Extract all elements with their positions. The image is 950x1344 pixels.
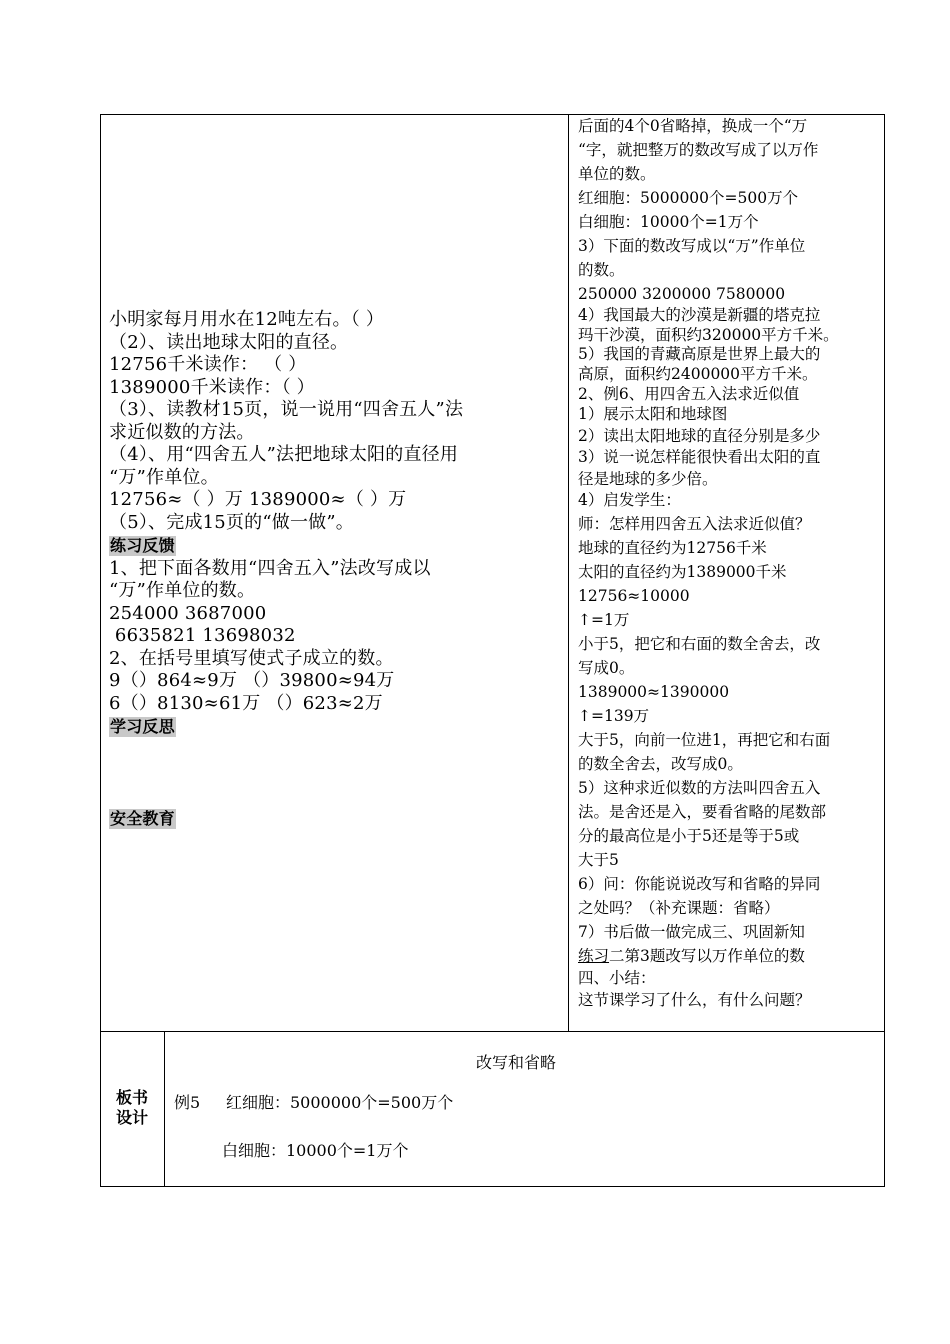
text-line: 1389000千米读作：（ ） — [109, 376, 315, 398]
board-title: 改写和省略 — [476, 1053, 557, 1072]
text-line: 白细胞：10000个=1万个 — [578, 213, 759, 231]
text-line: 12756≈（ ）万 1389000≈（ ）万 — [109, 489, 407, 510]
board-label-line: 设计 — [115, 1108, 148, 1127]
text-line: 2、在括号里填写使式子成立的数。 — [109, 647, 394, 669]
text-line: 径是地球的多少倍。 — [578, 469, 718, 488]
text-line: 地球的直径约为12756千米 — [578, 538, 767, 557]
right-column — [578, 114, 880, 1012]
table-bottom-border — [100, 1186, 885, 1187]
text-line: 5）我国的青藏高原是世界上最大的 — [578, 345, 821, 363]
text-line: 太阳的直径约为1389000千米 — [578, 562, 787, 581]
text-line: 5）这种求近似数的方法叫四舍五入 — [578, 778, 821, 797]
text-line: 写成0。 — [578, 658, 635, 677]
text-line: 254000 3687000 — [109, 602, 267, 624]
reflection-heading: 学习反思 — [110, 717, 175, 736]
text-line: 9（）864≈9万 （）39800≈94万 — [109, 670, 395, 691]
text-line: （4）、用“四舍五人”法把地球太阳的直径用 — [109, 444, 459, 465]
text-line: 单位的数。 — [578, 165, 656, 183]
text-line: 小于5，把它和右面的数全舍去，改 — [578, 634, 821, 653]
text-line: 12756千米读作： （ ） — [109, 354, 307, 375]
board-example-label: 例5 — [174, 1093, 201, 1112]
text-line: 7）书后做一做完成三、巩固新知 — [578, 922, 805, 941]
text-line: 1389000≈1390000 — [578, 682, 730, 701]
text-line: 12756≈10000 — [578, 586, 690, 605]
text-line: “万”作单位。 — [109, 466, 219, 488]
text-line: 求近似数的方法。 — [109, 421, 255, 443]
text-line: （3）、读教材15页，说一说用“四舍五人”法 — [109, 399, 464, 420]
text-line: 的数。 — [578, 261, 625, 279]
text-line: 法。是舍还是入，要看省略的尾数部 — [578, 802, 827, 821]
text-line: 红细胞：5000000个=500万个 — [578, 189, 799, 207]
text-line: 4）我国最大的沙漠是新疆的塔克拉 — [578, 306, 821, 324]
text-line: 四、小结： — [578, 968, 656, 987]
board-row: 白细胞：10000个=1万个 — [222, 1141, 409, 1160]
text-line: 3）说一说怎样能很快看出太阳的直 — [578, 448, 821, 466]
text-line: （2）、读出地球太阳的直径。 — [109, 331, 349, 353]
practice-heading: 练习反馈 — [110, 536, 175, 555]
safety-heading: 安全教育 — [110, 808, 175, 828]
text-line: 玛干沙漠，面积约320000平方千米。 — [578, 325, 839, 344]
text-line: 的数全舍去，改写成0。 — [578, 754, 743, 773]
text-line: 这节课学习了什么，有什么问题？ — [578, 990, 811, 1009]
text-line: 250000 3200000 7580000 — [578, 285, 786, 303]
text-line: （5）、完成15页的“做一做”。 — [109, 511, 354, 533]
text-line: 师：怎样用四舍五入法求近似值？ — [578, 514, 811, 533]
text-line: 1、把下面各数用“四舍五入”法改写成以 — [109, 557, 431, 579]
text-line: 大于5 — [578, 850, 619, 869]
text-line: 6）问：你能说说改写和省略的异同 — [578, 874, 821, 893]
table-right-border — [884, 114, 885, 1187]
table-column-divider — [568, 114, 569, 1032]
text-line: 分的最高位是小于5还是等于5或 — [578, 826, 800, 845]
text-line: ↑=1万 — [578, 610, 630, 629]
text-line: 后面的4个0省略掉，换成一个“万 — [578, 117, 808, 135]
text-line: 1）展示太阳和地球图 — [578, 405, 728, 423]
text-line: 4）启发学生： — [578, 491, 681, 509]
text-line: 高原，面积约2400000平方千米。 — [578, 364, 818, 383]
board-design-label — [108, 1088, 156, 1128]
text-line: 3）下面的数改写成以“万”作单位 — [578, 237, 806, 255]
underlined-word: 练习 — [578, 946, 610, 965]
table-middle-border — [100, 1031, 885, 1032]
table-left-border — [100, 114, 101, 1187]
text-line: “万”作单位的数。 — [109, 580, 256, 601]
board-row: 红细胞：5000000个=500万个 — [226, 1093, 454, 1112]
text-line: “字，就把整万的数改写成了以万作 — [578, 141, 819, 159]
text-line: 2、例6、用四舍五入法求近似值 — [578, 385, 800, 403]
text-line: 二第3题改写以万作单位的数 — [609, 946, 805, 965]
text-line: 小明家每月用水在12吨左右。（ ） — [109, 309, 385, 330]
left-column — [109, 309, 561, 830]
text-line: ↑=139万 — [578, 706, 650, 725]
board-label-divider — [164, 1031, 165, 1187]
text-line: 之处吗？（补充课题：省略） — [578, 898, 780, 917]
text-line: 6635821 13698032 — [109, 625, 296, 646]
text-line: 6（）8130≈61万 （）623≈2万 — [109, 692, 383, 714]
text-line: 2）读出太阳地球的直径分别是多少 — [578, 426, 821, 445]
text-line: 大于5，向前一位进1，再把它和右面 — [578, 730, 831, 749]
board-label-line: 板书 — [115, 1088, 148, 1107]
